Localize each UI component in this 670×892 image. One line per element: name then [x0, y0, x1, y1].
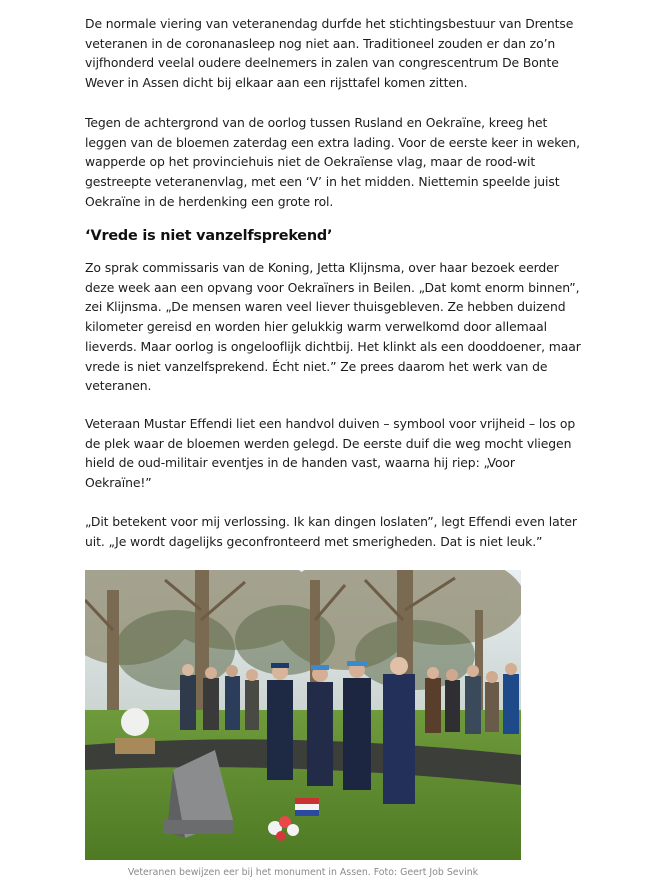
text-line: gestreepte veteranenvlag, met een ‘V’ in het midden. Niettemin speelde juist [85, 174, 560, 190]
section-heading: ‘Vrede is niet vanzelfsprekend’ [85, 228, 333, 244]
text-line: veteranen in de coronanasleep nog niet aan. Traditioneel zouden er dan zo’n [85, 35, 556, 51]
article-photo [85, 570, 521, 860]
paragraph-klijnsma [85, 258, 581, 396]
text-line: kilometer gereisd en worden hier gelukkig warm verwelkomd door allemaal [85, 319, 547, 335]
text-line: vijfhonderd veelal oudere deelnemers in zalen van congrescentrum De Bonte [85, 55, 559, 71]
paragraph-intro [85, 14, 573, 93]
text-line: De normale viering van veteranendag durfde het stichtingsbestuur van Drentse [85, 16, 574, 31]
text-line: zei Klijnsma. „De mensen waren veel liever thuisgebleven. Ze hebben duizend [85, 299, 566, 315]
paragraph-effendi [85, 414, 575, 493]
text-line: leggen van de bloemen zaterdag een extra lading. Voor de eerste keer in weken, [85, 134, 580, 150]
text-line: hield de oud-militair eventjes in de handen vast, waarna hij riep: „Voor [85, 455, 515, 471]
text-line: veteranen. [85, 378, 152, 394]
text-line: „Dit betekent voor mij verlossing. Ik kan dingen loslaten”, legt Effendi even later [85, 514, 577, 529]
text-line: de plek waar de bloemen werden gelegd. De eerste duif die weg mocht vliegen [85, 435, 572, 451]
paragraph-quote [85, 512, 577, 551]
photo-caption: Veteranen bewijzen eer bij het monument in Assen. Foto: Geert Job Sevink [127, 867, 479, 878]
text-line: Wever in Assen dicht bij elkaar aan een rijsttafel komen zitten. [85, 75, 468, 91]
text-line: Oekraïne!” [85, 475, 152, 491]
photo-illustration [85, 570, 521, 860]
text-line: wapperde op het provinciehuis niet de Oekraïense vlag, maar de rood-wit [85, 154, 536, 170]
text-line: Zo sprak commissaris van de Koning, Jetta Klijnsma, over haar bezoek eerder [85, 260, 559, 275]
text-line: Veteraan Mustar Effendi liet een handvol duiven – symbool voor vrijheid – los op [85, 416, 576, 431]
paragraph-ukraine [85, 113, 580, 212]
text-line: Tegen de achtergrond van de oorlog tussen Rusland en Oekraïne, kreeg het [85, 115, 548, 130]
text-line: uit. „Je wordt dagelijks geconfronteerd met smerigheden. Dat is niet leuk.” [85, 533, 543, 549]
text-line: lieverds. Maar oorlog is ongelooflijk dichtbij. Het klinkt als een dooddoener, maar [85, 338, 581, 354]
text-line: Oekraïne in de herdenking een grote rol. [85, 193, 334, 209]
text-line: deze week aan een opvang voor Oekraïners in Beilen. „Dat komt enorm binnen”, [85, 279, 580, 295]
text-line: vrede is niet vanzelfsprekend. Écht niet.” Ze prees daarom het werk van de [85, 358, 548, 374]
